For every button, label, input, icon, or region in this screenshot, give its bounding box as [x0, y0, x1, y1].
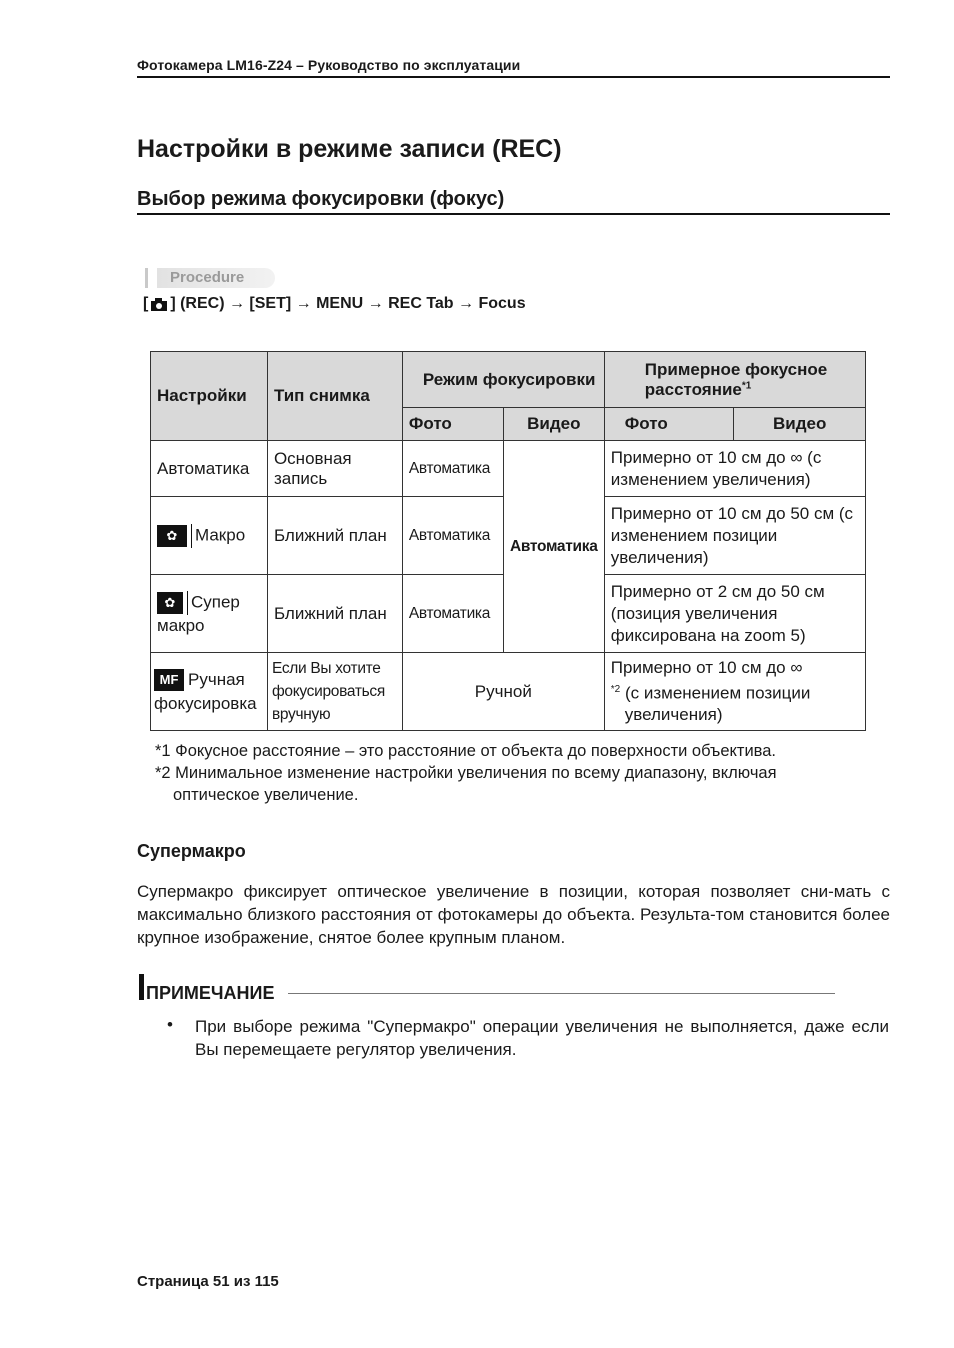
note-bullet: • — [167, 1015, 173, 1034]
supermacro-title: Супермакро — [137, 841, 246, 861]
row-type: Основная запись — [267, 441, 402, 497]
supermacro-text: Супермакро фиксирует оптическое увеличение в позиции, которая позволяет сни-мать с максимально близкого расстояния от фотокамеры до объекта. Результа-том становится более крупное изображение, снятое более крупным планом. — [137, 882, 890, 947]
row-setting — [151, 653, 268, 731]
subsection-rule — [137, 213, 890, 215]
row-distance: Примерно от 2 см до 50 см (позиция увеличения фиксирована на zoom 5) — [604, 575, 865, 653]
header-focus-mode: Режим фокусировки — [402, 352, 604, 408]
note-marker — [139, 974, 144, 1000]
row-setting-label: Супер макро — [157, 591, 240, 635]
row-type: Ближний план — [267, 575, 402, 653]
header-settings: Настройки — [151, 352, 268, 441]
menu-path-text: ] (REC) → [SET] → MENU → REC Tab → Focus — [170, 295, 526, 312]
header-shot-type: Тип снимка — [267, 352, 402, 441]
row-mode-both: Ручной — [402, 653, 604, 731]
note-text: При выборе режима "Супермакро" операции увеличения не выполняется, даже если Вы перемещаете регулятор увеличения. — [195, 1017, 889, 1059]
mf-icon: MF — [154, 669, 184, 691]
header-rule — [137, 76, 890, 78]
table-row — [151, 441, 866, 497]
row-setting — [151, 575, 268, 653]
row-distance-line2: (с изменением позиции — [620, 683, 811, 703]
footnote-1: *1 Фокусное расстояние – это расстояние от объекта до поверхности объектива. — [155, 742, 777, 760]
row-photo-mode: Автоматика — [402, 497, 503, 575]
row-distance: Примерно от 10 см до 50 см (с изменением позиции увеличения) — [604, 497, 865, 575]
row-setting: Автоматика — [151, 441, 268, 497]
table-row — [151, 653, 866, 731]
row-distance — [604, 653, 865, 731]
footnote-ref-1: *1 — [741, 379, 752, 391]
header-photo-distance: Фото — [604, 408, 734, 441]
section-title: Настройки в режиме записи (REC) — [137, 135, 562, 163]
row-distance-line1: Примерно от 10 см до ∞ — [610, 657, 803, 677]
footnote-2: *2 Минимальное изменение настройки увеличения по всему диапазону, включая — [155, 764, 777, 782]
procedure-badge — [157, 268, 275, 288]
camera-icon — [150, 298, 168, 311]
macro-flower-icon: ✿ — [157, 525, 187, 547]
icon-divider — [187, 591, 188, 615]
row-distance-line3: увеличения) — [624, 705, 723, 725]
menu-path — [143, 295, 526, 313]
row-type: Если Вы хотите фокусироваться вручную — [267, 653, 402, 731]
row-setting-label: Ручная фокусировка — [154, 669, 257, 713]
procedure-marker — [145, 268, 148, 288]
subsection-title: Выбор режима фокусировки (фокус) — [137, 188, 505, 210]
header-focus-distance — [604, 352, 865, 408]
note-rule — [288, 993, 835, 994]
row-setting — [151, 497, 268, 575]
focus-settings-table — [150, 351, 866, 731]
footnote-2-continued: оптическое увеличение. — [173, 786, 359, 804]
row-photo-mode: Автоматика — [402, 575, 503, 653]
header-video-distance: Видео — [734, 408, 866, 441]
row-setting-label: Макро — [195, 524, 246, 544]
page-number: Страница 51 из 115 — [137, 1273, 279, 1290]
super-macro-icon: ✿ — [157, 592, 183, 614]
procedure-label: Procedure — [170, 269, 245, 286]
menu-path-prefix: [ — [143, 295, 149, 312]
header-focus-distance-text: Примерное фокусное расстояние — [644, 359, 828, 399]
row-video-mode: Автоматика — [503, 441, 604, 653]
header-photo: Фото — [402, 408, 503, 441]
header-video: Видео — [503, 408, 604, 441]
document-header: Фотокамера LM16-Z24 – Руководство по эксплуатации — [137, 57, 521, 73]
row-distance: Примерно от 10 см до ∞ (с изменением увеличения) — [604, 441, 865, 497]
icon-divider — [191, 524, 192, 548]
row-type: Ближний план — [267, 497, 402, 575]
note-title: ПРИМЕЧАНИЕ — [146, 983, 275, 1003]
row-photo-mode: Автоматика — [402, 441, 503, 497]
footnote-ref-2: *2 — [610, 683, 621, 695]
